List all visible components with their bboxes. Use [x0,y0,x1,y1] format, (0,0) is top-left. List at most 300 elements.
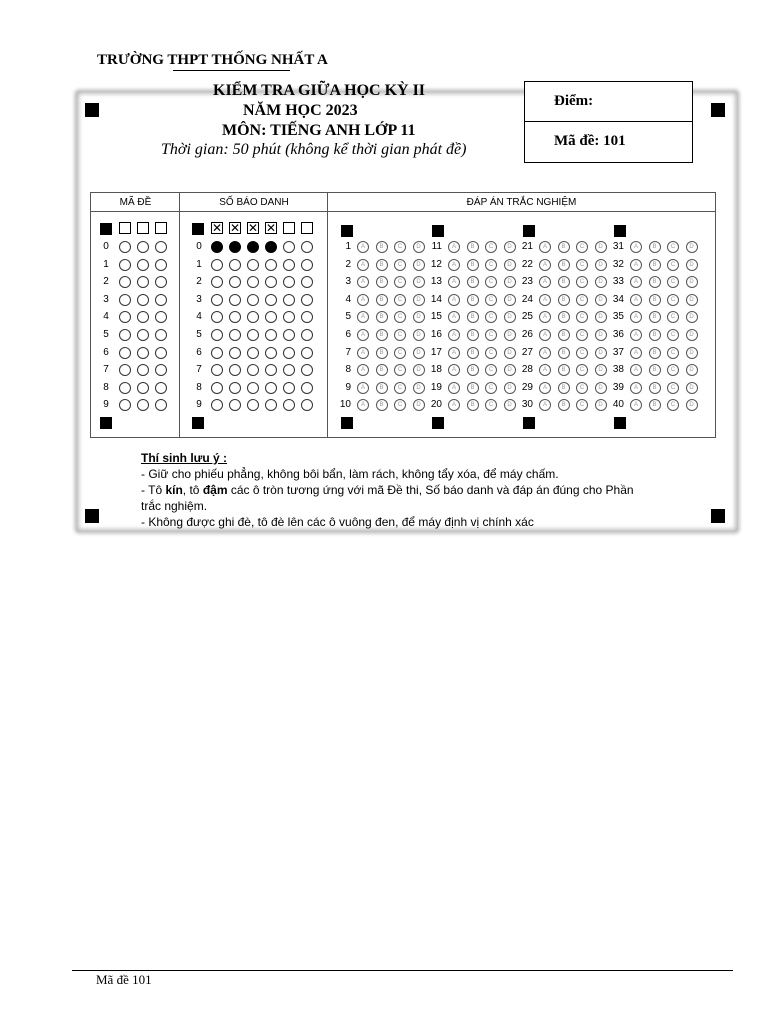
exam-code-bubble[interactable] [119,329,131,341]
student-id-bubble[interactable] [301,382,313,394]
student-id-bubble[interactable] [283,241,295,253]
student-id-bubble[interactable] [265,399,277,411]
answer-bubble[interactable]: B [376,294,388,306]
student-id-bubble[interactable] [211,311,223,323]
exam-code-bubble[interactable] [119,347,131,359]
student-id-bubble[interactable] [211,347,223,359]
answer-bubble[interactable]: D [413,329,425,341]
student-id-bubble[interactable] [283,329,295,341]
row-digit: 3 [196,293,202,305]
student-id-bubble[interactable] [265,294,277,306]
question-number: 16 [430,329,442,340]
answer-bubble[interactable]: D [504,259,516,271]
answer-bubble[interactable]: B [649,399,661,411]
answer-bubble[interactable]: D [504,276,516,288]
write-box [119,222,131,234]
student-id-bubble[interactable] [283,382,295,394]
student-id-bubble[interactable] [283,347,295,359]
answer-bubble[interactable]: A [539,329,551,341]
student-id-bubble[interactable] [229,311,241,323]
question-number: 13 [430,276,442,288]
student-id-bubble[interactable] [247,329,259,341]
answer-bubble[interactable]: D [504,364,516,376]
answer-bubble[interactable]: D [686,329,698,341]
student-id-bubble[interactable] [283,259,295,271]
answer-bubble[interactable]: C [485,241,497,253]
answer-bubble[interactable]: D [595,311,607,323]
answer-bubble[interactable]: C [576,259,588,271]
answer-bubble[interactable]: A [630,364,642,376]
exam-code-bubble[interactable] [119,382,131,394]
exam-code-bubble[interactable] [119,241,131,253]
student-id-bubble[interactable] [247,259,259,271]
student-id-bubble[interactable] [229,382,241,394]
answer-bubble[interactable]: B [376,259,388,271]
answer-bubble[interactable]: A [357,276,369,288]
answer-bubble[interactable]: D [595,399,607,411]
answer-bubble[interactable]: C [485,294,497,306]
answer-bubble[interactable]: B [467,399,479,411]
write-box [137,222,149,234]
student-id-bubble[interactable] [301,294,313,306]
student-id-bubble[interactable] [211,329,223,341]
student-id-bubble[interactable] [301,259,313,271]
answer-bubble[interactable]: C [394,382,406,394]
exam-code-bubble[interactable] [137,364,149,376]
question-number: 20 [430,399,442,411]
answer-bubble[interactable]: C [394,399,406,411]
answer-bubble[interactable]: B [558,276,570,288]
answer-bubble[interactable]: A [357,399,369,411]
student-id-bubble[interactable] [283,311,295,323]
row-digit: 8 [103,381,109,393]
question-number: 14 [430,293,442,305]
answer-bubble[interactable]: B [649,311,661,323]
timing-mark [523,417,535,429]
student-id-bubble[interactable] [265,364,277,376]
question-number: 31 [612,241,624,252]
student-id-bubble[interactable] [283,364,295,376]
row-digit: 9 [103,399,109,411]
answer-bubble[interactable]: D [504,399,516,411]
exam-code-bubble[interactable] [137,276,149,288]
note-line: - Giữ cho phiếu phẳng, không bôi bẩn, làm rách, không tẩy xóa, để máy chấm. [141,467,559,481]
answer-bubble[interactable]: D [595,259,607,271]
answer-bubble[interactable]: C [485,311,497,323]
answer-bubble[interactable]: D [686,364,698,376]
exam-code-bubble[interactable] [155,241,167,253]
student-id-bubble[interactable] [301,276,313,288]
answer-bubble[interactable]: B [376,364,388,376]
student-id-bubble[interactable] [247,294,259,306]
question-number: 21 [521,241,533,252]
student-id-bubble[interactable] [211,382,223,394]
answer-bubble[interactable]: B [376,329,388,341]
answer-bubble[interactable]: A [539,364,551,376]
timing-mark [100,417,112,429]
answer-bubble[interactable]: B [467,259,479,271]
student-id-bubble[interactable] [265,241,277,253]
answer-bubble[interactable]: C [576,311,588,323]
exam-code-bubble[interactable] [137,311,149,323]
answer-bubble[interactable]: C [485,382,497,394]
answer-bubble[interactable]: B [376,347,388,359]
exam-code-bubble[interactable] [155,276,167,288]
answer-bubble[interactable]: C [667,329,679,341]
answer-bubble[interactable]: B [649,382,661,394]
exam-code-bubble[interactable] [119,276,131,288]
student-id-bubble[interactable] [229,347,241,359]
answer-bubble[interactable]: C [394,364,406,376]
row-digit: 9 [196,399,202,411]
student-id-bubble[interactable] [247,399,259,411]
registration-mark [85,509,99,523]
exam-code-bubble[interactable] [119,311,131,323]
answer-bubble[interactable]: D [413,259,425,271]
answer-bubble[interactable]: C [576,294,588,306]
exam-code-bubble[interactable] [155,382,167,394]
answer-bubble[interactable]: B [467,329,479,341]
answer-bubble[interactable]: C [485,399,497,411]
exam-code-bubble[interactable] [155,399,167,411]
row-digit: 5 [103,329,109,340]
answer-bubble[interactable]: D [413,399,425,411]
answer-bubble[interactable]: C [576,382,588,394]
student-id-bubble[interactable] [247,347,259,359]
answer-bubble[interactable]: A [630,259,642,271]
student-id-bubble[interactable] [301,241,313,253]
answer-bubble[interactable]: C [394,311,406,323]
answer-bubble[interactable]: A [448,364,460,376]
student-id-bubble[interactable] [229,364,241,376]
answer-bubble[interactable]: B [649,364,661,376]
exam-code-bubble[interactable] [137,329,149,341]
exam-code-bubble[interactable] [119,364,131,376]
answer-bubble[interactable]: D [504,294,516,306]
row-digit: 0 [196,241,202,252]
answer-bubble[interactable]: D [413,276,425,288]
question-number: 23 [521,276,533,288]
answer-bubble[interactable]: A [630,329,642,341]
answer-bubble[interactable]: C [667,259,679,271]
student-id-bubble[interactable] [247,276,259,288]
student-id-bubble[interactable] [229,399,241,411]
answer-bubble[interactable]: A [448,276,460,288]
student-id-bubble[interactable] [247,311,259,323]
answer-bubble[interactable]: C [394,259,406,271]
student-id-bubble[interactable] [247,382,259,394]
answer-bubble[interactable]: C [485,276,497,288]
exam-code-bubble[interactable] [155,364,167,376]
answer-bubble[interactable]: D [595,364,607,376]
answer-bubble[interactable]: C [667,241,679,253]
question-number: 18 [430,364,442,376]
answer-bubble[interactable]: D [504,329,516,341]
answer-bubble[interactable]: B [558,259,570,271]
exam-code-bubble[interactable] [119,399,131,411]
answer-bubble[interactable]: B [558,382,570,394]
student-id-bubble[interactable] [211,294,223,306]
answer-bubble[interactable]: B [558,399,570,411]
answer-bubble[interactable]: A [357,382,369,394]
answer-bubble[interactable]: A [357,329,369,341]
answer-bubble[interactable]: C [576,241,588,253]
answer-bubble[interactable]: A [630,241,642,253]
student-id-bubble[interactable] [283,399,295,411]
question-number: 40 [612,399,624,411]
exam-code-bubble[interactable] [155,329,167,341]
answer-bubble[interactable]: B [376,382,388,394]
exam-code-bubble[interactable] [155,294,167,306]
answer-bubble[interactable]: D [413,241,425,253]
question-number: 8 [345,364,351,376]
note-line: - Không được ghi đè, tô đè lên các ô vuông đen, để máy định vị chính xác [141,515,534,529]
answer-bubble[interactable]: D [504,382,516,394]
answer-bubble[interactable]: C [394,276,406,288]
row-digit: 1 [196,258,202,270]
school-name: TRƯỜNG THPT THỐNG NHẤT A [97,52,328,68]
answer-bubble[interactable]: B [376,399,388,411]
student-id-bubble[interactable] [265,329,277,341]
answer-bubble[interactable]: D [595,382,607,394]
student-id-bubble[interactable] [265,276,277,288]
answer-bubble[interactable]: A [630,382,642,394]
answer-bubble[interactable]: B [558,294,570,306]
answer-bubble[interactable]: A [448,311,460,323]
write-box: ✕ [212,221,223,235]
answer-bubble[interactable]: C [576,347,588,359]
question-number: 28 [521,364,533,376]
answer-bubble[interactable]: D [504,311,516,323]
student-id-bubble[interactable] [283,276,295,288]
answer-bubble[interactable]: C [667,294,679,306]
answer-bubble[interactable]: A [539,347,551,359]
answer-bubble[interactable]: B [467,276,479,288]
answer-bubble[interactable]: B [649,329,661,341]
answer-bubble[interactable]: B [467,382,479,394]
exam-code-bubble[interactable] [137,241,149,253]
answer-bubble[interactable]: D [595,329,607,341]
answer-bubble[interactable]: A [448,241,460,253]
answer-bubble[interactable]: C [667,347,679,359]
student-id-bubble[interactable] [283,294,295,306]
student-id-bubble[interactable] [211,241,223,253]
answer-bubble[interactable]: D [686,294,698,306]
answer-bubble[interactable]: B [467,294,479,306]
timing-mark [341,225,353,237]
answer-bubble[interactable]: A [539,276,551,288]
registration-mark [711,103,725,117]
answer-bubble[interactable]: B [376,311,388,323]
answer-bubble[interactable]: D [686,259,698,271]
answer-bubble[interactable]: A [539,294,551,306]
answer-bubble[interactable]: B [649,241,661,253]
answer-bubble[interactable]: D [686,399,698,411]
student-id-bubble[interactable] [265,347,277,359]
answer-bubble[interactable]: A [539,259,551,271]
student-id-bubble[interactable] [229,276,241,288]
score-label: Điểm: [554,93,594,109]
student-id-bubble[interactable] [229,294,241,306]
answer-bubble[interactable]: B [467,241,479,253]
note-line: trắc nghiệm. [141,499,208,513]
answer-bubble[interactable]: B [467,364,479,376]
answer-bubble[interactable]: C [576,399,588,411]
answer-bubble[interactable]: A [448,294,460,306]
answer-bubble[interactable]: B [467,311,479,323]
answer-bubble[interactable]: B [649,276,661,288]
exam-code-bubble[interactable] [137,259,149,271]
student-id-bubble[interactable] [301,311,313,323]
question-number: 19 [430,381,442,393]
answer-bubble[interactable]: C [576,329,588,341]
answer-bubble[interactable]: A [630,276,642,288]
answer-bubble[interactable]: A [448,259,460,271]
answer-bubble[interactable]: A [539,311,551,323]
answer-bubble[interactable]: D [595,276,607,288]
score-box [524,81,693,163]
answer-bubble[interactable]: B [649,294,661,306]
answer-bubble[interactable]: C [485,364,497,376]
student-id-bubble[interactable] [301,347,313,359]
student-id-bubble[interactable] [229,259,241,271]
answer-bubble[interactable]: A [630,311,642,323]
answer-bubble[interactable]: A [357,294,369,306]
student-id-bubble[interactable] [229,241,241,253]
answer-bubble[interactable]: D [504,241,516,253]
exam-code-bubble[interactable] [155,259,167,271]
answer-bubble[interactable]: C [667,364,679,376]
answer-bubble[interactable]: A [539,399,551,411]
answer-bubble[interactable]: D [413,382,425,394]
answer-bubble[interactable]: A [357,364,369,376]
exam-code-bubble[interactable] [155,311,167,323]
answer-bubble[interactable]: C [394,347,406,359]
answer-bubble[interactable]: C [576,364,588,376]
row-digit: 0 [103,241,109,252]
answer-bubble[interactable]: D [413,364,425,376]
answer-bubble[interactable]: C [485,347,497,359]
answer-bubble[interactable]: B [376,241,388,253]
answer-bubble[interactable]: D [686,276,698,288]
answer-bubble[interactable]: A [539,382,551,394]
student-id-bubble[interactable] [265,382,277,394]
answer-bubble[interactable]: C [667,311,679,323]
question-number: 29 [521,381,533,393]
answer-bubble[interactable]: B [376,276,388,288]
answer-bubble[interactable]: D [413,347,425,359]
answer-bubble[interactable]: D [413,294,425,306]
student-id-bubble[interactable] [265,259,277,271]
answer-bubble[interactable]: D [686,311,698,323]
answer-bubble[interactable]: B [649,259,661,271]
answer-bubble[interactable]: A [539,241,551,253]
exam-code-bubble[interactable] [119,294,131,306]
answer-bubble[interactable]: A [357,241,369,253]
student-id-bubble[interactable] [247,364,259,376]
answer-bubble[interactable]: C [394,294,406,306]
student-id-bubble[interactable] [211,399,223,411]
answer-bubble[interactable]: D [413,311,425,323]
exam-code-label: Mã đề: 101 [554,133,626,149]
answer-bubble[interactable]: A [448,347,460,359]
answer-bubble[interactable]: B [558,364,570,376]
exam-code-bubble[interactable] [119,259,131,271]
student-id-bubble[interactable] [301,364,313,376]
question-number: 3 [345,276,351,288]
answer-bubble[interactable]: A [448,329,460,341]
footer-rule [72,970,733,971]
exam-code-bubble[interactable] [137,347,149,359]
answer-bubble[interactable]: D [686,347,698,359]
question-number: 39 [612,381,624,393]
answer-bubble[interactable]: B [558,241,570,253]
student-id-bubble[interactable] [265,311,277,323]
answer-bubble[interactable]: A [357,311,369,323]
student-id-bubble[interactable] [301,399,313,411]
answer-bubble[interactable]: B [558,311,570,323]
answer-bubble[interactable]: A [448,382,460,394]
write-box: ✕ [248,221,259,235]
exam-code-bubble[interactable] [137,294,149,306]
student-id-bubble[interactable] [211,276,223,288]
row-digit: 2 [103,276,109,288]
timing-mark [614,417,626,429]
header-student-id: SỐ BÁO DANH [180,193,328,212]
exam-code-bubble[interactable] [137,399,149,411]
row-digit: 6 [196,346,202,358]
answer-bubble[interactable]: C [394,241,406,253]
timing-mark [192,223,204,235]
answer-bubble[interactable]: C [667,382,679,394]
answer-bubble[interactable]: D [686,382,698,394]
student-id-bubble[interactable] [301,329,313,341]
question-number: 5 [345,311,351,323]
answer-bubble[interactable]: A [630,294,642,306]
registration-mark [85,103,99,117]
answer-bubble[interactable]: D [595,347,607,359]
answer-bubble[interactable]: B [649,347,661,359]
answer-bubble[interactable]: A [357,347,369,359]
answer-bubble[interactable]: A [357,259,369,271]
answer-bubble[interactable]: D [686,241,698,253]
answer-bubble[interactable]: C [667,276,679,288]
answer-bubble[interactable]: B [558,329,570,341]
question-number: 6 [345,329,351,340]
answer-bubble[interactable]: D [504,347,516,359]
notes [141,450,634,530]
answer-bubble[interactable]: B [467,347,479,359]
answer-bubble[interactable]: C [485,329,497,341]
exam-code-bubble[interactable] [155,347,167,359]
answer-bubble[interactable]: A [630,347,642,359]
answer-bubble[interactable]: C [394,329,406,341]
exam-code-bubble[interactable] [137,382,149,394]
question-number: 36 [612,329,624,340]
answer-bubble[interactable]: C [485,259,497,271]
answer-bubble[interactable]: B [558,347,570,359]
answer-bubble[interactable]: C [667,399,679,411]
student-id-bubble[interactable] [211,364,223,376]
student-id-bubble[interactable] [229,329,241,341]
answer-bubble[interactable]: A [630,399,642,411]
student-id-bubble[interactable] [247,241,259,253]
answer-bubble[interactable]: C [576,276,588,288]
student-id-bubble[interactable] [211,259,223,271]
answer-bubble[interactable]: A [448,399,460,411]
answer-bubble[interactable]: D [595,294,607,306]
answer-bubble[interactable]: D [595,241,607,253]
